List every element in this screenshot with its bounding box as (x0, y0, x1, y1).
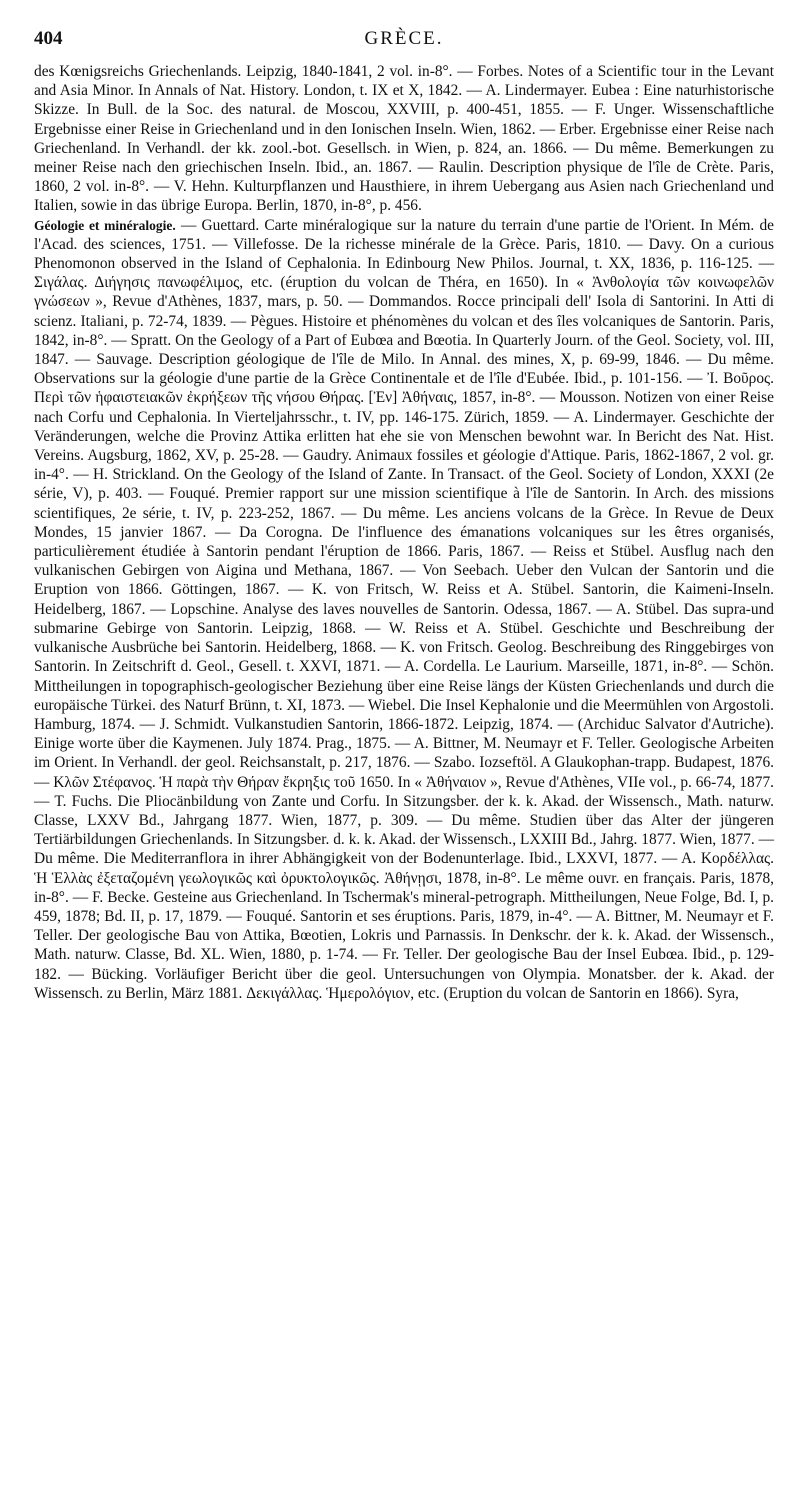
bibliography-paragraph: des Kœnigsreichs Griechenlands. Leipzig, 1840-1841, 2 vol. in-8°. — Forbes. Notes of a Scientific tour in the Levant and Asia Minor. In Annals of Nat. History. London, t. IX et X, 1842. — A. Lindermayer. Eubea : Eine naturhistorische Skizze. In Bull. de la Soc. des natural. de Moscou, XXVIII, p. 400-451, 1855. — F. Unger. Wissenschaftliche Ergebnisse einer Reise in Griechenland und in den Ionischen Inseln. Wien, 1862. — Erber. Ergebnisse einer Reise nach Griechenland. In Verhandl. der kk. zool.-bot. Gesellsch. in Wien, p. 824, an. 1866. — Du même. Bemerkungen zu meiner Reise nach den griechischen Inseln. Ibid., an. 1867. — Raulin. Description physique de l'île de Crète. Paris, 1860, 2 vol. in-8°. — V. Hehn. Kulturpflanzen und Hausthiere, in ihrem Uebergang aus Asien nach Griechenland und Italien, sowie in das übrige Europa. Berlin, 1870, in-8°, p. 456. (34, 63, 774, 215)
geology-paragraph (34, 216, 774, 1003)
running-title: GRÈCE. (364, 28, 444, 49)
page-header (34, 28, 774, 62)
bibliography-text (34, 62, 774, 1003)
page-number: 404 (34, 28, 63, 49)
book-page (34, 28, 774, 1003)
section-heading: Géologie et minéralogie. (34, 217, 176, 233)
geology-entries: — Guettard. Carte minéralogique sur la nature du terrain d'une partie de l'Orient. In Mém. de l'Acad. des sciences, 1751. — Villefosse. De la richesse minérale de la Grèce. Paris, 1810. — Davy. On a curious Phenomonon observed in the Island of Cephalonia. In Edinbourg New Philos. Journal, t. XX, 1836, p. 116-125. — Σιγάλας. Διήγησις πανωφέλιμος, etc. (éruption du volcan de Théra, en 1650). In « Ἀνθολογία τῶν κοινωφελῶν γνώσεων », Revue d'Athènes, 1837, mars, p. 50. — Dommandos. Rocce principali dell' Isola di Santorini. In Atti di scienz. Italiani, p. 72-74, 1839. — Pègues. Histoire et phénomènes du volcan et des îles volcaniques de Santorin. Paris, 1842, in-8°. — Spratt. On the Geology of a Part of Eubœa and Bœotia. In Quarterly Journ. of the Geol. Society, vol. III, 1847. — Sauvage. Description géologique de l'île de Milo. In Annal. des mines, X, p. 69-99, 1846. — Du même. Observations sur la géologie d'une partie de la Grèce Continentale et de l'île d'Eubée. Ibid., p. 101-156. — Ἰ. Βοῦρος. Περὶ τῶν ἡφαιστειακῶν ἐκρήξεων τῆς νήσου Θήρας. [Ἐν] Ἀθήναις, 1857, in-8°. — Mousson. Notizen von einer Reise nach Corfu und Cephalonia. In Vierteljahrsschr., t. IV, pp. 146-175. Zürich, 1859. — A. Lindermayer. Geschichte der Veränderungen, welche die Provinz Attika erlitten hat ehe sie von Menschen bewohnt war. In Bericht des Nat. Hist. Vereins. Augsburg, 1862, XV, p. 25-28. — Gaudry. Animaux fossiles et géologie d'Attique. Paris, 1862-1867, 2 vol. gr. in-4°. — H. Strickland. On the Geology of the Island of Zante. In Transact. of the Geol. Society of London, XXXI (2e série, V), p. 403. — Fouqué. Premier rapport sur une mission scientifique à l'île de Santorin. In Arch. des missions scientifiques, 2e série, t. IV, p. 223-252, 1867. — Du même. Les anciens volcans de la Grèce. In Revue de Deux Mondes, 15 janvier 1867. — Da Corogna. De l'influence des émanations volcaniques sur les êtres organisés, particulièrement étudiée à Santorin pendant l'éruption de 1866. Paris, 1867. — Reiss et Stübel. Ausflug nach den vulkanischen Gebirgen von Aigina und Methana, 1867. — Von Seebach. Ueber den Vulcan der Santorin und die Eruption von 1866. Göttingen, 1867. — K. von Fritsch, W. Reiss et A. Stübel. Santorin, die Kaimeni-Inseln. Heidelberg, 1867. — Lopschine. Analyse des laves nouvelles de Santorin. Odessa, 1867. — A. Stübel. Das supra-und submarine Gebirge von Santorin. Leipzig, 1868. — W. Reiss et A. Stübel. Geschichte und Beschreibung der vulkanische Ausbrüche bei Santorin. Heidelberg, 1868. — K. von Fritsch. Geolog. Beschreibung des Ringgebirges von Santorin. In Zeitschrift d. Geol., Gesell. t. XXVI, 1871. — A. Cordella. Le Laurium. Marseille, 1871, in-8°. — Schön. Mittheilungen in topographisch-geologischer Beziehung über eine Reise längs der Küsten Griechenlands und durch die europäische Türkei. des Naturf Brünn, t. XI, 1873. — Wiebel. Die Insel Kephalonie und die Meermühlen von Argostoli. Hamburg, 1874. — J. Schmidt. Vulkanstudien Santorin, 1866-1872. Leipzig, 1874. — (Archiduc Salvator d'Autriche). Einige worte über die Kaymenen. July 1874. Prag., 1875. — A. Bittner, M. Neumayr et F. Teller. Geologische Arbeiten im Orient. In Verhandl. der geol. Reichsanstalt, p. 217, 1876. — Szabo. Iozseftöl. A Glaukophan-trapp. Budapest, 1876. — Κλῶν Στέφανος. Ἡ παρὰ τὴν Θήραν ἔκρηξις τοῦ 1650. In « Ἀθήναιον », Revue d'Athènes, VIIe vol., p. 66-74, 1877. — T. Fuchs. Die Pliocänbildung von Zante und Corfu. In Sitzungsber. der k. k. Akad. der Wissensch., Math. naturw. Classe, LXXV Bd., Jahrgang 1877. Wien, 1877, p. 309. — Du même. Studien über das Alter der jüngeren Tertiärbildungen Griechenlands. In Sitzungsber. d. k. k. Akad. der Wissensch., LXXIII Bd., Jahrg. 1877. Wien, 1877. — Du même. Die Mediterranflora in ihrer Abhängigkeit von der Bodenunterlage. Ibid., LXXVI, 1877. — A. Κορδέλλας. Ἡ Ἑλλὰς ἐξεταζομένη γεωλογικῶς καὶ ὀρυκτολογικῶς. Ἀθήνῃσι, 1878, in-8°. Le même ouvr. en français. Paris, 1878, in-8°. — F. Becke. Gesteine aus Griechenland. In Tschermak's mineral-petrograph. Mittheilungen, Neue Folge, Bd. I, p. 459, 1878; Bd. II, p. 17, 1879. — Fouqué. Santorin et ses éruptions. Paris, 1879, in-4°. — A. Bittner, M. Neumayr et F. Teller. Der geologische Bau von Attika, Bœotien, Lokris und Parnassis. In Denkschr. der k. k. Akad. der Wissensch., Math. naturw. Classe, Bd. XL. Wien, 1880, p. 1-74. — Fr. Teller. Der geologische Bau der Insel Eubœa. Ibid., p. 129-182. — Bücking. Vorläufiger Bericht über die geol. Untersuchungen von Olympia. Monatsber. der k. Akad. der Wissensch. zu Berlin, März 1881. Δεκιγάλλας. Ἡμερολόγιον, etc. (Eruption du volcan de Santorin en 1866). Syra, (34, 216, 774, 1002)
